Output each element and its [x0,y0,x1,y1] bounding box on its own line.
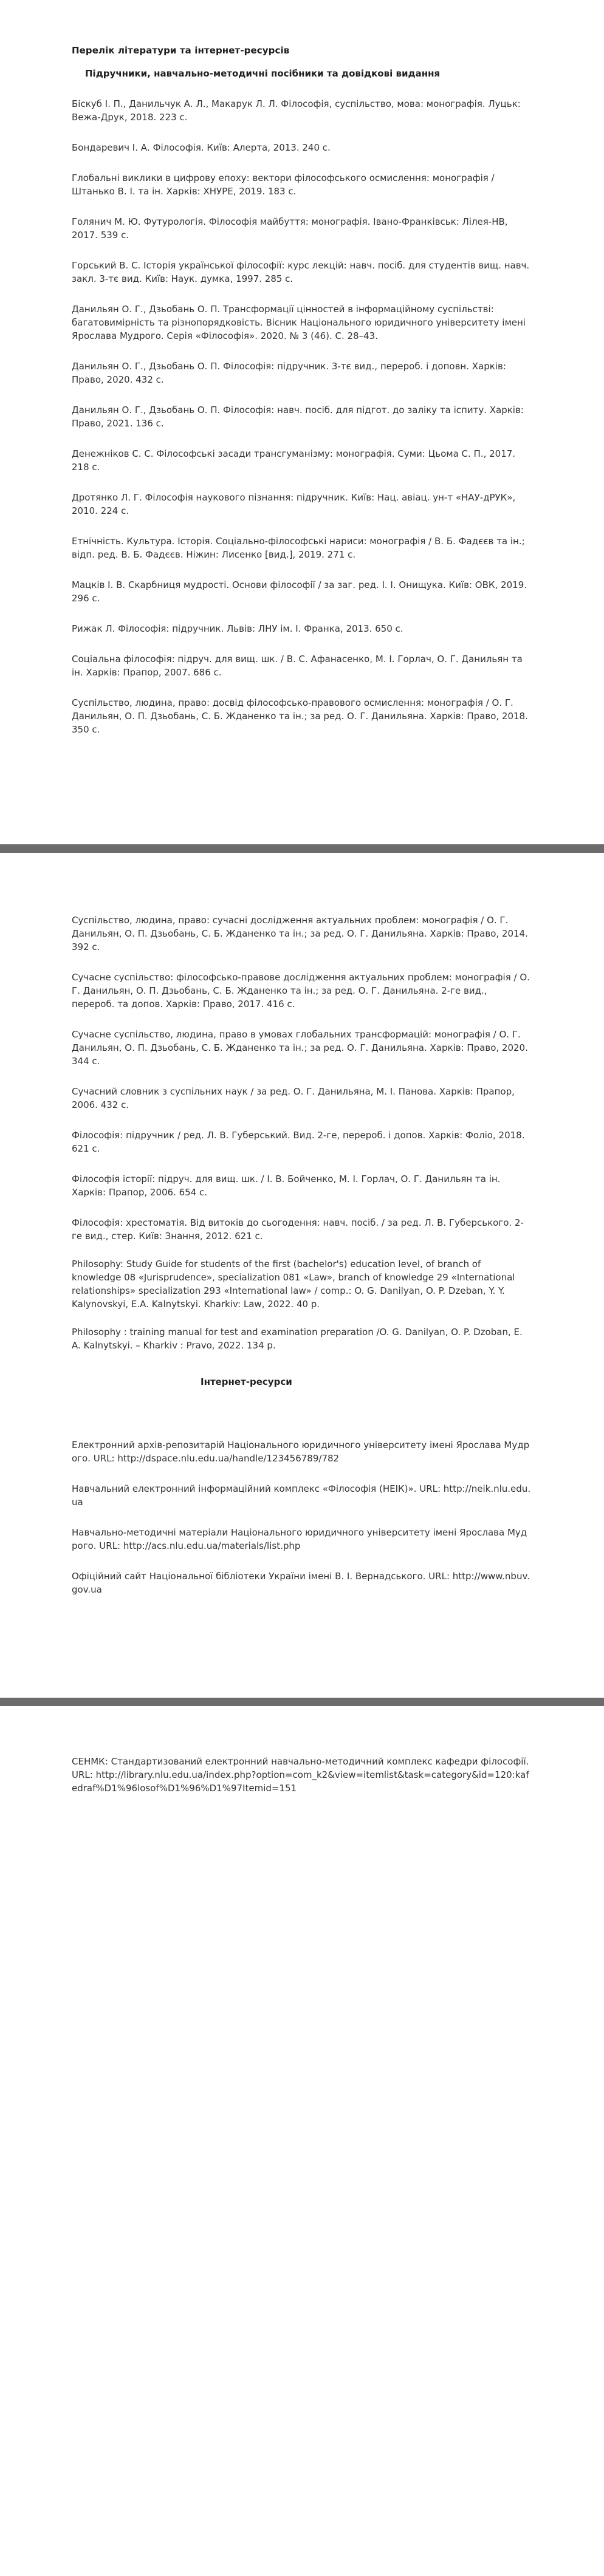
internet-resource-item: Офіційний сайт Національної бібліотеки України імені В. І. Вернадського. URL: http://www.nbuv.gov.ua [72,1571,530,1595]
reference-item: Данильян О. Г., Дзьобань О. П. Філософія: навч. посіб. для підгот. до заліку та іспиту. Харків: Право, 2021. 136 с. [72,405,524,429]
reference-item: Сучасне суспільство: філософсько-правове дослідження актуальних проблем: монографія / О. Г. Данильян, О. П. Дзьобань, С. Б. Жданенко та ін.; за ред. О. Г. Данильяна. 2-ге вид., перероб. та допов. Харків: Право, 2017. 416 с. [72,972,530,1010]
reference-item: Етнічність. Культура. Історія. Соціально-філософські нариси: монографія / В. Б. Фадєєв та ін.; відп. ред. В. Б. Фадєєв. Ніжин: Лисенко [вид.], 2019. 271 с. [72,536,525,560]
reference-item: Соціальна філософія: підруч. для вищ. шк. / В. С. Афанасенко, М. І. Горлач, О. Г. Данильян та ін. Харків: Прапор, 2007. 686 с. [72,654,523,678]
reference-item: Денежніков С. С. Філософські засади трансгуманізму: монографія. Суми: Цьома С. П., 2017. 218 с. [72,448,516,473]
internet-resource-item: Навчально-методичні матеріали Національного юридичного університету імені Ярослава Мудрого. URL: http://acs.nlu.edu.ua/materials/list.php [72,1527,527,1551]
reference-item: Сучасне суспільство, людина, право в умовах глобальних трансформацій: монографія / О. Г. Данильян, О. П. Дзьобань, С. Б. Жданенко та ін.; за ред. О. Г. Данильяна. Харків: Право, 2020. 344 с. [72,1029,528,1067]
reference-item: Рижак Л. Філософія: підручник. Львів: ЛНУ ім. І. Франка, 2013. 650 с. [72,623,403,634]
reference-item: Данильян О. Г., Дзьобань О. П. Філософія: підручник. 3-тє вид., перероб. і доповн. Харків: Право, 2020. 432 с. [72,361,506,385]
page-title: Перелік літератури та інтернет-ресурсів [72,45,290,56]
page-separator [0,1698,604,1706]
document-page-3 [0,1706,604,2576]
reference-item: Філософія: підручник / ред. Л. В. Губерський. Вид. 2-ге, перероб. і допов. Харків: Фоліо, 2018. 621 с. [72,1130,525,1154]
reference-item: Суспільство, людина, право: сучасні дослідження актуальних проблем: монографія / О. Г. Данильян, О. П. Дзьобань, С. Б. Жданенко та ін.; за ред. О. Г. Данильяна. Харків: Право, 2014. 392 с. [72,915,528,952]
reference-item: Philosophy : training manual for test and examination preparation /O. G. Danilyan, O. P. Dzoban, E. A. Kalnytskyi. – Kharkiv : Pravo, 2022. 134 p. [72,1327,523,1351]
reference-item: Бондаревич І. А. Філософія. Київ: Алерта, 2013. 240 с. [72,142,331,153]
internet-resource-item: Електронний архів-репозитарій Національного юридичного університету імені Ярослава Мудрого. URL: http://dspace.nlu.edu.ua/handle/123456789/782 [72,1440,530,1464]
reference-item: Дротянко Л. Г. Філософія наукового пізнання: підручник. Київ: Нац. авіац. ун-т «НАУ-дРУК», 2010. 224 с. [72,492,516,516]
reference-item: Сучасний словник з суспільних наук / за ред. О. Г. Данильяна, М. І. Панова. Харків: Прапор, 2006. 432 с. [72,1086,515,1110]
section-heading-textbooks: Підручники, навчально-методичні посібники та довідкові видання [85,68,441,79]
reference-item: Суспільство, людина, право: досвід філософсько-правового осмислення: монографія / О. Г. Данильян, О. П. Дзьобань, С. Б. Жданенко та ін.; за ред. О. Г. Данильяна. Харків: Право, 2018. 350 с. [72,697,528,735]
reference-item: Philosophy: Study Guide for students of the first (bachelor's) education level, of branch of knowledge 08 «Jurisprudence», specialization 081 «Law», branch of knowledge 29 «International relationships» specialization 293 «International law» / comp.: O. G. Danilyan, O. P. Dzeban, Y. Y. Kalynovskyi, E.A. Kalnytskyi. Kharkiv: Law, 2022. 40 p. [72,1259,515,1310]
reference-item: Горський В. С. Історія української філософії: курс лекцій: навч. посіб. для студентів вищ. навч. закл. 3-тє вид. Київ: Наук. думка, 1997. 285 с. [72,260,530,284]
internet-resource-item: СЕНМК: Стандартизований електронний навчально-методичний комплекс кафедри філософії. URL: http://library.nlu.edu.ua/index.php?option=com_k2&view=itemlist&task=category&id=120:kafedraf%D1%96losof%D1%96%D1%97Itemid=151 [72,1756,529,1794]
page-separator [0,844,604,853]
reference-item: Глобальні виклики в цифрову епоху: вектори філософського осмислення: монографія / Штанько В. І. та ін. Харків: ХНУРЕ, 2019. 183 с. [72,173,495,197]
internet-resource-item: Навчальний електронний інформаційний комплекс «Філософія (НЕІК)». URL: http://neik.nlu.edu.ua [72,1483,531,1508]
reference-item: Голянич М. Ю. Футурологія. Філософія майбуття: монографія. Івано-Франківськ: Лілея-НВ, 2017. 539 с. [72,216,508,241]
spacer [72,1387,532,1438]
reference-item: Мацків І. В. Скарбниця мудрості. Основи філософії / за заг. ред. І. І. Онищука. Київ: ОВК, 2019. 296 с. [72,579,527,604]
document-page-1 [0,0,604,844]
reference-item: Філософія історії: підруч. для вищ. шк. / І. В. Бойченко, М. І. Горлач, О. Г. Данильян та ін. Харків: Прапор, 2006. 654 с. [72,1174,501,1198]
document-page-2 [0,853,604,1698]
section-heading-internet-resources: Інтернет-ресурси [201,1376,292,1387]
reference-item: Біскуб І. П., Данильчук А. Л., Макарук Л. Л. Філософія, суспільство, мова: монографія. Луцьк: Вежа-Друк, 2018. 223 с. [72,98,521,123]
reference-item: Філософія: хрестоматія. Від витоків до сьогодення: навч. посіб. / за ред. Л. В. Губерського. 2-ге вид., стер. Київ: Знання, 2012. 621 с. [72,1217,524,1242]
reference-item: Данильян О. Г., Дзьобань О. П. Трансформації цінностей в інформаційному суспільстві: багатовимірність та різнопорядковість. Вісник Національного юридичного університету імені Ярослава Мудрого. Серія «Філософія». 2020. № 3 (46). С. 28–43. [72,304,526,341]
